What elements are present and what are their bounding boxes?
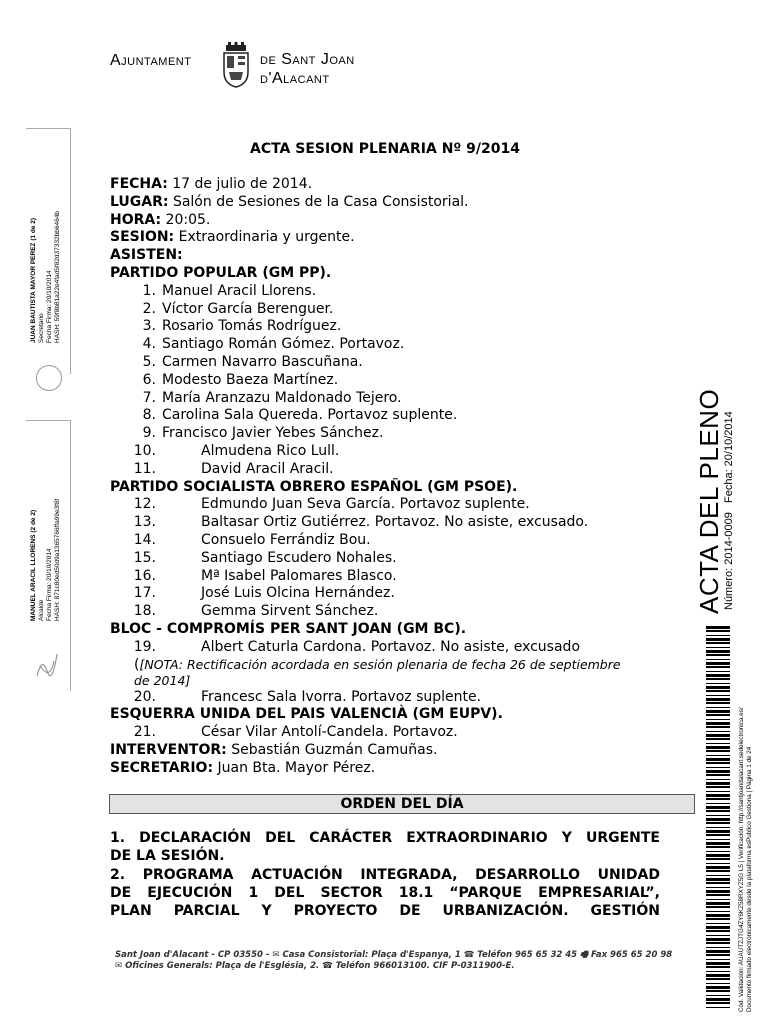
- signature-scribble-icon: [32, 646, 62, 686]
- list-item: 21. César Vilar Antolí-Candela. Portavoz.: [133, 724, 458, 741]
- rectification-note: ([NOTA: Rectificación acordada en sesión plenaria de fecha 26 de septiembre de 2014]: [134, 656, 621, 688]
- group-eupv: ESQUERRA UNIDA DEL PAIS VALENCIÀ (GM EUPV).: [110, 706, 503, 723]
- acta-date: Fecha: 20/10/2014: [723, 411, 735, 503]
- list-item: 3. Rosario Tomás Rodríguez.: [142, 318, 342, 335]
- list-item: 10. Almudena Rico Lull.: [133, 442, 340, 459]
- acta-label: ACTA DEL PLENO: [694, 388, 724, 614]
- agenda-line: 1. DECLARACIÓN DEL CARÁCTER EXTRAORDINARIO Y URGENTE: [110, 830, 660, 846]
- agenda-line: DE EJECUCIÓN 1 DEL SECTOR 18.1 “PARQUE EMPRESARIAL”,: [110, 884, 660, 901]
- signer-name-1: JUAN BAUTISTA MAYOR PEREZ (1 de 2): [30, 217, 37, 343]
- signer-date-2: Fecha Firma: 20/10/2014: [46, 548, 53, 621]
- signer-hash-2: HASH: 871c80ed50d9a1365766ffa99e3f8f: [54, 498, 61, 621]
- list-item: 18. Gemma Sirvent Sánchez.: [133, 603, 379, 620]
- list-item: 15. Santiago Escudero Nohales.: [133, 549, 397, 566]
- list-item: 4. Santiago Román Gómez. Portavoz.: [142, 336, 405, 353]
- signer-role-1: Secretario: [38, 313, 45, 343]
- document-title: ACTA SESION PLENARIA Nº 9/2014: [249, 141, 520, 157]
- list-item: 19. Albert Caturla Cardona. Portavoz. No asiste, excusado: [133, 638, 581, 655]
- signer-date-1: Fecha Firma: 20/10/2014: [46, 270, 53, 343]
- signature-seal-1: [36, 365, 62, 391]
- group-psoe: PARTIDO SOCIALISTA OBRERO ESPAÑOL (GM PSOE).: [110, 478, 518, 495]
- list-item: 9. Francisco Javier Yebes Sánchez.: [142, 425, 384, 442]
- list-item: 17. José Luis Olcina Hernández.: [133, 585, 395, 602]
- acta-number: Número: 2014-0009: [723, 512, 735, 610]
- signer-role-2: Alcalde: [38, 599, 45, 621]
- municipality-name-right: de Sant Joan d'Alacant: [260, 51, 355, 87]
- page-footer: Sant Joan d'Alacant - CP 03550 - ✉ Casa Consistorial: Plaça d'Espanya, 1 ☎ Teléfon 965 65 32 45 🖷 Fax 965 65 20 98 ✉ Oficines Generals: Plaça de l'Església, 2. ☎ Teléfon 966013100. CIF P-0311900-E.: [115, 950, 673, 971]
- signer-name-2: MANUEL ARACIL LLORENS (2 de 2): [30, 509, 37, 621]
- agenda-line: PLAN PARCIAL Y PROYECTO DE URBANIZACIÓN. GESTIÓN: [110, 903, 660, 920]
- list-item: 5. Carmen Navarro Bascuñana.: [142, 353, 363, 370]
- signer-hash-1: HASH: 59f8b81a22e4fad5f82d37332bb6464b: [54, 211, 61, 343]
- coat-of-arms-logo: [221, 42, 251, 88]
- list-item: 12. Edmundo Juan Seva García. Portavoz suplente.: [133, 496, 530, 513]
- secretario-line: SECRETARIO: Juan Bta. Mayor Pérez.: [110, 759, 376, 776]
- list-item: 11. David Aracil Aracil.: [133, 460, 334, 477]
- list-item: 16. Mª Isabel Palomares Blasco.: [133, 567, 397, 584]
- group-bc: BLOC - COMPROMÍS PER SANT JOAN (GM BC).: [110, 620, 467, 637]
- interventor-line: INTERVENTOR: Sebastián Guzmán Camuñas.: [110, 741, 438, 758]
- list-item: 6. Modesto Baeza Martínez.: [142, 371, 339, 388]
- validation-text: Cód. Validación: AUAUTZJTG4ZY6KZ58RXYZ5G L5 | Verificación: http://santjoandalacant.sedelectronica.es/ Documento firmado electrónicamente desde la plataforma esPublico Gestiona | Página 1 de 24: [738, 707, 753, 1012]
- list-item: 8. Carolina Sala Quereda. Portavoz suplente.: [142, 407, 458, 424]
- agenda-line: DE LA SESIÓN.: [110, 848, 225, 865]
- group-pp: PARTIDO POPULAR (GM PP).: [110, 264, 332, 281]
- list-item: 20. Francesc Sala Ivorra. Portavoz suplente.: [133, 688, 482, 705]
- signature-panel-2: [26, 420, 71, 691]
- list-item: 13. Baltasar Ortiz Gutiérrez. Portavoz. No asiste, excusado.: [133, 514, 589, 531]
- agenda-line: 2. PROGRAMA ACTUACIÓN INTEGRADA, DESARROLLO UNIDAD: [110, 866, 660, 883]
- list-item: 7. María Aranzazu Maldonado Tejero.: [142, 389, 402, 406]
- barcode: [706, 626, 730, 1010]
- list-item: 14. Consuelo Ferrándiz Bou.: [133, 531, 371, 548]
- list-item: 1. Manuel Aracil Llorens.: [142, 282, 317, 299]
- list-item: 2. Víctor García Berenguer.: [142, 300, 334, 317]
- session-details: FECHA: 17 de julio de 2014. LUGAR: Salón de Sesiones de la Casa Consistorial. HORA: 20:05. SESION: Extraordinaria y urgente. ASISTEN: PARTIDO POPULAR (GM PP). 1. Manuel Aracil Llorens. 2. Víctor García Berenguer. 3. Rosario Tomás Rodríguez. 4. Santiago Román Gómez. Portavoz. 5. Carmen Navarro Bascuñana. 6. Modesto Baeza Martínez. 7. María Aranzazu Maldonado Tejero. 8. Carolina Sala Quereda. Portavoz suplente. 9. Francisco Javier Yebes Sánchez. 10. Almudena Rico Lull. 11. David Aracil Aracil. PARTIDO SOCIALISTA OBRERO ESPAÑOL (GM PSOE). 12. Edmundo Juan Seva García. Portavoz suplente. 13. Baltasar Ortiz Gutiérrez. Portavoz. No asiste, excusado. 14. Consuelo Ferrándiz Bou. 15. Santiago Escudero Nohales. 16. Mª Isabel Palomares Blasco. 17. José Luis Olcina Hernández. 18. Gemma Sirvent Sánchez. BLOC - COMPROMÍS PER SANT JOAN (GM BC). 19. Albert Caturla Cardona. Portavoz. No asiste, excusado ([NOTA: Rectificación acordada en sesión plenaria de fecha 26 de septiembre de 2014] 20. Francesc Sala Ivorra. Portavoz suplente. ESQUERRA UNIDA DEL PAIS VALENCIÀ (GM EUPV). 21. César Vilar Antolí-Candela. Portavoz. INTERVENTOR: Sebastián Guzmán Camuñas. SECRETARIO: Juan Bta. Mayor Pérez.: [110, 176, 670, 778]
- municipality-name-left: Ajuntament: [110, 52, 192, 69]
- signature-panel-1: [26, 128, 71, 374]
- agenda-points: [110, 829, 660, 920]
- agenda-heading: ORDEN DEL DÍA: [109, 794, 695, 814]
